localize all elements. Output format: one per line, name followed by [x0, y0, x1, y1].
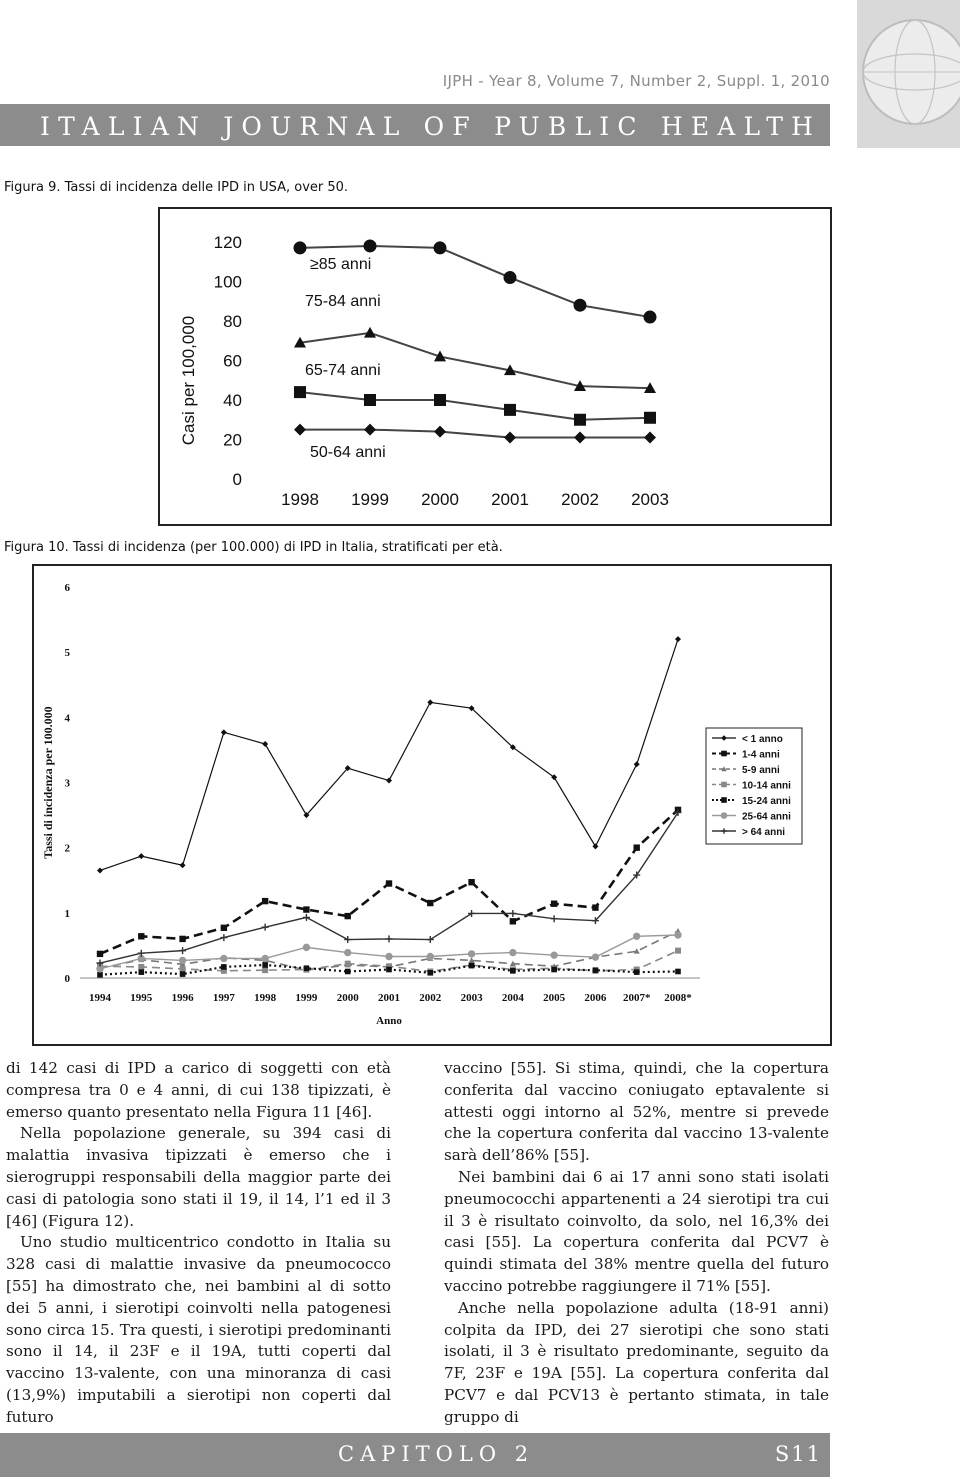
legend-label: 10-14 anni: [742, 780, 791, 792]
x-tick-label: 2005: [543, 992, 566, 1004]
x-tick-label: 1995: [130, 992, 153, 1004]
data-point: [303, 944, 309, 950]
data-point: [551, 915, 558, 922]
legend-marker: [721, 782, 727, 788]
data-point: [592, 843, 598, 849]
data-point: [262, 967, 268, 973]
x-tick-label: 2003: [631, 490, 669, 509]
data-point: [97, 951, 103, 957]
data-point: [138, 933, 144, 939]
figure-9-chart: [160, 209, 830, 524]
data-point: [634, 969, 640, 975]
figure-10-caption: Figura 10. Tassi di incidenza (per 100.000) di IPD in Italia, stratificati per età.: [4, 540, 503, 555]
data-point: [97, 972, 103, 978]
data-point: [427, 970, 433, 976]
series-line: [100, 639, 678, 870]
data-point: [386, 953, 392, 959]
data-point: [675, 932, 681, 938]
data-point: [179, 936, 185, 942]
data-point: [427, 699, 433, 705]
y-tick-label: 6: [64, 582, 70, 594]
data-point: [138, 969, 144, 975]
data-point: [434, 426, 446, 438]
legend-label: < 1 anno: [742, 734, 783, 745]
data-point: [427, 936, 434, 943]
x-tick-label: 2002: [561, 490, 599, 509]
x-tick-label: 2001: [378, 992, 400, 1004]
data-point: [294, 424, 306, 436]
data-point: [179, 947, 186, 954]
data-point: [386, 880, 392, 886]
x-tick-label: 1996: [171, 992, 194, 1004]
y-tick-label: 1: [64, 907, 70, 920]
x-tick-label: 2006: [584, 992, 607, 1004]
y-tick-label: 4: [64, 712, 70, 725]
legend-label: 25-64 anni: [742, 811, 791, 823]
data-point: [294, 386, 306, 398]
data-point: [304, 965, 310, 971]
data-point: [675, 948, 681, 954]
journal-title: ITALIAN JOURNAL OF PUBLIC HEALTH: [40, 112, 822, 141]
x-tick-label: 1998: [281, 490, 319, 509]
paragraph: Anche nella popolazione adulta (18-91 anni) colpita da IPD, dei 27 sierotipi che sono stati isolati, il 3 è risultato predominante, seguito da 7F, 23F e 19A [55]. La copertura conferita dal PCV7 e dal PCV13 è pertanto stimata, in tale gruppo di: [444, 1298, 829, 1426]
x-tick-label: 1999: [351, 490, 389, 509]
data-point: [345, 969, 351, 975]
data-point: [574, 432, 586, 444]
page-number: S11: [774, 1442, 822, 1466]
x-tick-label: 2002: [419, 992, 442, 1004]
series-label: 75-84 anni: [305, 293, 381, 310]
chapter-label: CAPITOLO 2: [338, 1442, 535, 1466]
data-point: [504, 272, 516, 284]
x-tick-label: 2001: [491, 490, 529, 509]
series-label: 50-64 anni: [310, 444, 386, 461]
data-point: [469, 963, 475, 969]
data-point: [262, 898, 268, 904]
data-point: [294, 242, 306, 254]
x-axis-label: Anno: [376, 1015, 402, 1027]
data-point: [634, 844, 640, 850]
data-point: [551, 967, 557, 973]
figure-9-frame: [158, 207, 832, 526]
figure-10-frame: [32, 564, 832, 1046]
data-point: [675, 636, 681, 642]
data-point: [262, 924, 269, 931]
y-tick-label: 2: [64, 842, 70, 855]
legend-label: 15-24 anni: [742, 796, 791, 807]
data-point: [386, 935, 393, 942]
globe-emblem: [857, 0, 960, 148]
y-tick-label: 0: [64, 973, 70, 985]
data-point: [364, 240, 376, 252]
figure-10-chart: [34, 566, 830, 1044]
data-point: [180, 862, 186, 868]
data-point: [434, 242, 446, 254]
x-tick-label: 2000: [336, 992, 359, 1004]
data-point: [551, 952, 557, 958]
data-point: [364, 327, 376, 338]
data-point: [221, 955, 227, 961]
figure-9-caption: Figura 9. Tassi di incidenza delle IPD in USA, over 50.: [4, 180, 349, 195]
x-tick-label: 2003: [460, 992, 483, 1004]
data-point: [504, 432, 516, 444]
data-point: [644, 412, 656, 424]
data-point: [97, 966, 103, 972]
data-point: [262, 955, 268, 961]
data-point: [434, 394, 446, 406]
legend-marker: [721, 797, 727, 803]
data-point: [592, 904, 598, 910]
series-line: [300, 430, 650, 438]
data-point: [138, 964, 144, 970]
data-point: [427, 900, 433, 906]
data-point: [364, 394, 376, 406]
y-tick-label: 5: [64, 647, 70, 660]
data-point: [364, 424, 376, 436]
body-column-left: [6, 1058, 391, 1429]
data-point: [221, 925, 227, 931]
data-point: [593, 967, 599, 973]
data-point: [634, 761, 640, 767]
data-point: [504, 404, 516, 416]
legend-marker: [721, 813, 727, 819]
y-tick-label: 40: [223, 391, 242, 410]
data-point: [386, 778, 392, 784]
data-point: [179, 957, 185, 963]
x-tick-label: 2000: [421, 490, 459, 509]
data-point: [675, 969, 681, 975]
data-point: [344, 936, 351, 943]
y-axis-label: Tassi di incidenza per 100.000: [41, 706, 55, 859]
data-point: [574, 299, 586, 311]
y-tick-label: 0: [232, 470, 242, 489]
x-tick-label: 1997: [212, 992, 235, 1004]
data-point: [386, 967, 392, 973]
data-point: [592, 954, 598, 960]
legend-label: 5-9 anni: [742, 765, 780, 776]
data-point: [221, 964, 227, 970]
data-point: [180, 971, 186, 977]
journal-title-bar: [0, 104, 830, 146]
data-point: [345, 949, 351, 955]
data-point: [303, 906, 309, 912]
series-line: [300, 392, 650, 420]
data-point: [551, 901, 557, 907]
paragraph: Nei bambini dai 6 ai 17 anni sono stati isolati pneumococchi appartenenti a 24 sierotipi tra cui il 3 è risultato coinvolto, da solo, nel 16,3% dei casi [55]. La copertura conferita dal PCV7 è quindi stimata del 38% mentre quella del futuro vaccino potrebbe raggiungere il 71% [55].: [444, 1167, 829, 1295]
data-point: [345, 913, 351, 919]
data-point: [468, 951, 474, 957]
data-point: [427, 953, 433, 959]
y-tick-label: 3: [64, 777, 70, 790]
legend-label: 1-4 anni: [742, 749, 780, 761]
paragraph: vaccino [55]. Si stima, quindi, che la copertura conferita dal vaccino coniugato eptavalente si attesti oggi intorno al 52%, mentre si prevede che la copertura conferita dal vaccino 13-valente sarà dell’86% [55].: [444, 1059, 829, 1165]
x-tick-label: 2008*: [664, 992, 692, 1004]
x-tick-label: 2004: [501, 992, 524, 1004]
series-label: ≥85 anni: [310, 256, 372, 273]
y-tick-label: 80: [223, 312, 242, 331]
paragraph: Nella popolazione generale, su 394 casi di malattia invasiva tipizzati è emerso che i sierogruppi responsabili della maggior parte dei casi di patologia sono stati il 19, il 14, l’1 ed il 3 [46] (Figura 12).: [6, 1124, 391, 1230]
x-tick-label: 1999: [295, 992, 318, 1004]
y-tick-label: 120: [213, 233, 242, 252]
data-point: [138, 853, 144, 859]
data-point: [644, 311, 656, 323]
data-point: [644, 432, 656, 444]
footer-bar: [0, 1433, 830, 1477]
journal-reference: IJPH - Year 8, Volume 7, Number 2, Suppl. 1, 2010: [442, 72, 830, 90]
x-tick-label: 2007*: [622, 992, 651, 1004]
data-point: [509, 910, 516, 917]
data-point: [468, 879, 474, 885]
y-tick-label: 60: [223, 351, 242, 371]
paragraph: Uno studio multicentrico condotto in Italia su 328 casi di malattie invasive da pneumococco [55] ha dimostrato che, nei bambini al di sotto dei 5 anni, i sierotipi coinvolti nella patogenesi sono circa 15. Tra questi, i sierotipi predominanti sono il 14, il 23F e il 19A, tutti coperti dal vaccino 13-valente, con una minoranza di casi (13,9%) imputabili a sierotipi non coperti dal futuro: [6, 1233, 391, 1426]
series-line: [300, 333, 650, 388]
y-tick-label: 20: [223, 430, 242, 450]
paragraph: di 142 casi di IPD a carico di soggetti con età compresa tra 0 e 4 anni, di cui 138 tipizzati, è emerso quanto presentato nella Figura 11 [46].: [6, 1059, 391, 1121]
data-point: [303, 914, 310, 921]
data-point: [220, 934, 227, 941]
data-point: [510, 949, 516, 955]
series-label: 65-74 anni: [305, 362, 381, 379]
data-point: [634, 933, 640, 939]
legend-label: > 64 anni: [742, 827, 786, 838]
data-point: [262, 741, 268, 747]
x-tick-label: 1998: [254, 992, 277, 1004]
body-column-right: [444, 1058, 829, 1429]
x-tick-label: 1994: [89, 992, 111, 1004]
data-point: [262, 962, 268, 968]
data-point: [510, 918, 516, 924]
y-tick-label: 100: [213, 272, 242, 292]
data-point: [345, 961, 351, 967]
data-point: [97, 867, 103, 873]
data-point: [510, 968, 516, 974]
legend-marker: [721, 751, 727, 757]
y-axis-label: Casi per 100,000: [179, 315, 198, 446]
data-point: [574, 414, 586, 426]
data-point: [180, 966, 186, 972]
data-point: [468, 910, 475, 917]
data-point: [221, 729, 227, 735]
